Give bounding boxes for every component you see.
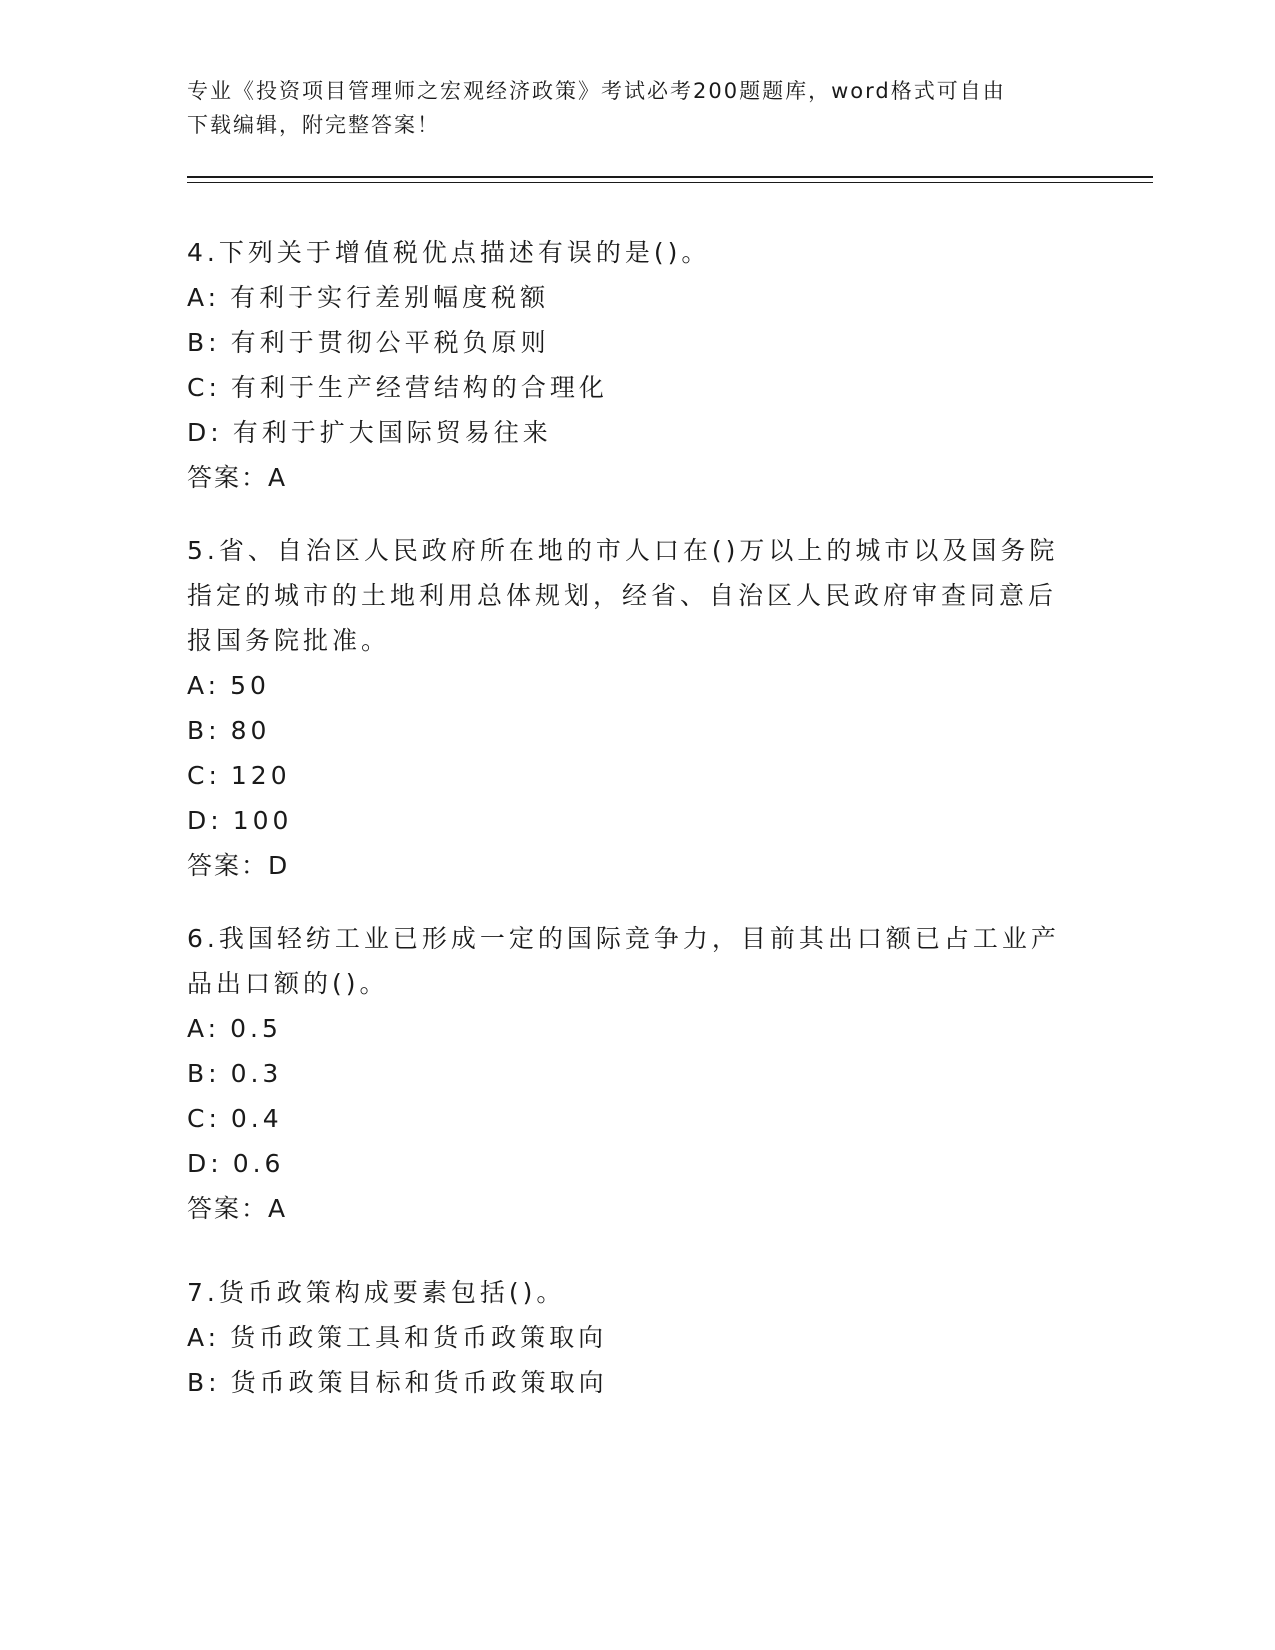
option-text: 0.3 (230, 1059, 283, 1088)
question-stem-line-1: 6.我国轻纺工业已形成一定的国际竞争力，目前其出口额已占工业产 (187, 924, 1060, 953)
option-b (187, 708, 1067, 753)
option-b (187, 320, 1067, 365)
option-a (187, 663, 1067, 708)
option-text: 50 (230, 671, 270, 700)
option-d (187, 410, 1067, 455)
answer-label: 答案： (187, 851, 269, 880)
option-c (187, 365, 1067, 410)
question-stem-line-2: 指定的城市的土地利用总体规划，经省、自治区人民政府审查同意后 (187, 581, 1058, 610)
answer-label: 答案： (187, 1194, 269, 1223)
option-b (187, 1051, 1067, 1096)
header-line-1: 专业《投资项目管理师之宏观经济政策》考试必考200题题库，word格式可自由 (187, 79, 1006, 103)
option-text: 有利于扩大国际贸易往来 (232, 418, 552, 447)
answer-value: D (268, 851, 290, 880)
option-letter: B: (187, 1059, 221, 1088)
option-letter: C: (187, 1104, 221, 1133)
document-header (187, 74, 1067, 142)
option-c (187, 753, 1067, 798)
option-letter: D: (187, 806, 223, 835)
option-letter: A: (187, 1014, 221, 1043)
answer-line (187, 455, 1067, 500)
answer-value: A (268, 1194, 288, 1223)
option-text: 货币政策目标和货币政策取向 (230, 1368, 608, 1397)
option-d (187, 1141, 1067, 1186)
option-letter: C: (187, 373, 221, 402)
option-text: 80 (230, 716, 271, 745)
question-7 (187, 1270, 1067, 1405)
question-stem: 7.货币政策构成要素包括()。 (187, 1278, 566, 1307)
option-letter: A: (187, 1323, 221, 1352)
option-letter: B: (187, 716, 221, 745)
answer-line (187, 1186, 1067, 1231)
option-text: 100 (232, 806, 293, 835)
option-text: 0.4 (230, 1104, 283, 1133)
question-stem-line-2: 品出口额的()。 (187, 969, 389, 998)
header-divider-thick (187, 176, 1153, 178)
question-stem-line-3: 报国务院批准。 (187, 626, 391, 655)
option-letter: D: (187, 1149, 223, 1178)
option-letter: B: (187, 1368, 221, 1397)
option-text: 0.5 (230, 1014, 282, 1043)
answer-value: A (268, 463, 288, 492)
option-a (187, 1006, 1067, 1051)
option-letter: A: (187, 283, 221, 312)
option-text: 有利于生产经营结构的合理化 (230, 373, 608, 402)
option-letter: B: (187, 328, 221, 357)
question-4 (187, 230, 1067, 500)
option-b (187, 1360, 1067, 1405)
header-line-2: 下载编辑，附完整答案！ (187, 113, 440, 137)
question-6 (187, 916, 1067, 1231)
option-letter: A: (187, 671, 221, 700)
option-a (187, 1315, 1067, 1360)
header-divider-thin (187, 182, 1153, 183)
question-stem-line-1: 5.省、自治区人民政府所在地的市人口在()万以上的城市以及国务院 (187, 536, 1059, 565)
option-c (187, 1096, 1067, 1141)
option-text: 有利于贯彻公平税负原则 (230, 328, 550, 357)
answer-label: 答案： (187, 463, 269, 492)
option-text: 有利于实行差别幅度税额 (230, 283, 550, 312)
option-d (187, 798, 1067, 843)
answer-line (187, 843, 1067, 888)
option-letter: D: (187, 418, 223, 447)
option-text: 0.6 (232, 1149, 285, 1178)
question-stem: 4.下列关于增值税优点描述有误的是()。 (187, 238, 711, 267)
question-5 (187, 528, 1067, 888)
option-letter: C: (187, 761, 221, 790)
option-a (187, 275, 1067, 320)
option-text: 货币政策工具和货币政策取向 (230, 1323, 608, 1352)
option-text: 120 (230, 761, 291, 790)
